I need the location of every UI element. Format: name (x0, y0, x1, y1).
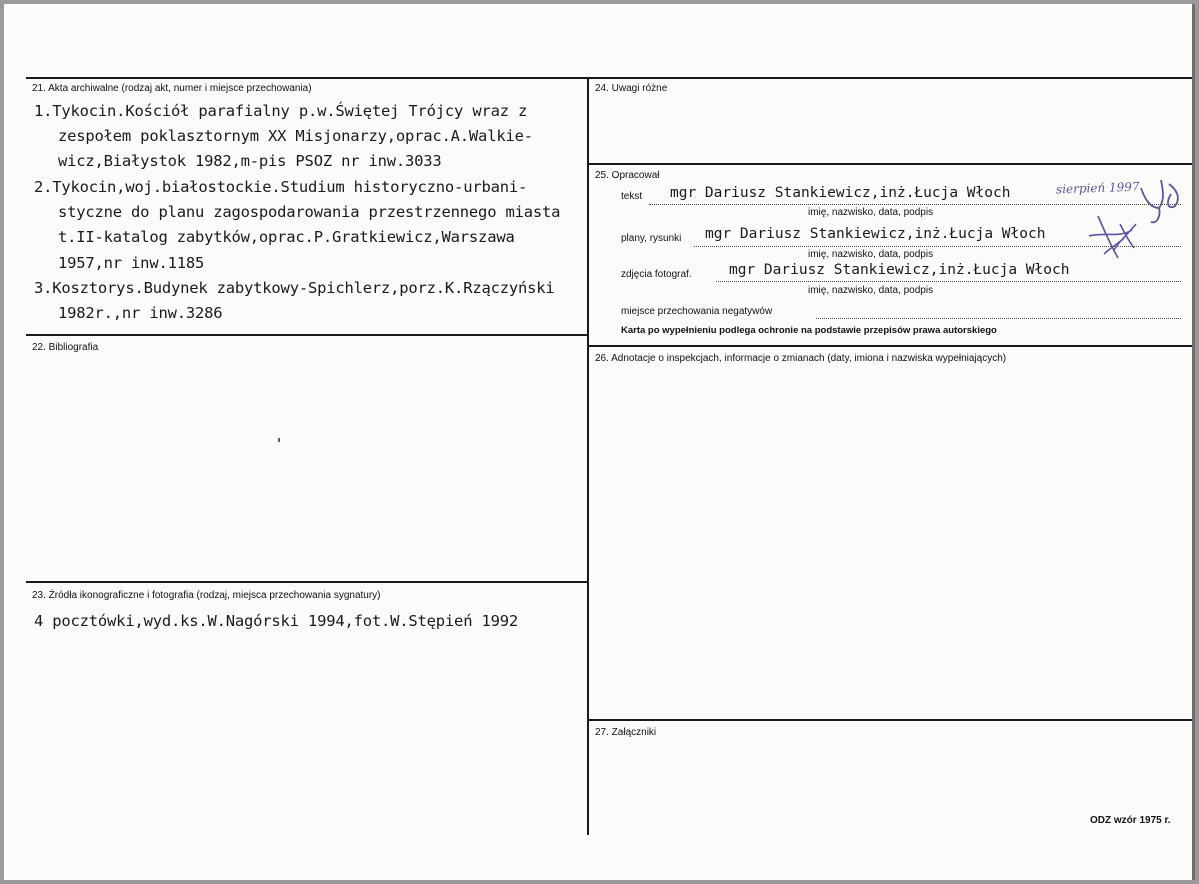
stray-mark (278, 438, 280, 442)
section-21-label: 21. Akta archiwalne (rodzaj akt, numer i miejsce przechowania) (32, 83, 312, 94)
plany-label: plany, rysunki (621, 233, 682, 244)
tekst-line (649, 204, 1181, 205)
section-21-line-9: 1982r.,nr inw.3286 (58, 304, 223, 322)
miejsce-line (816, 318, 1181, 319)
section-23-label: 23. Źródła ikonograficzne i fotografia (rodzaj, miejsca przechowania sygnatury) (32, 590, 381, 601)
section-21-line-2: zespołem poklasztornym XX Misjonarzy,oprac.A.Walkie- (58, 127, 533, 145)
section-21-line-5: styczne do planu zagospodarowania przestrzennego miasta (58, 203, 561, 221)
divider-21-22 (26, 334, 589, 336)
top-border (26, 77, 1192, 79)
record-card (4, 4, 1195, 880)
caption-1: imię, nazwisko, data, podpis (808, 207, 934, 218)
divider-25-26 (589, 345, 1192, 347)
divider-26-27 (589, 719, 1192, 721)
section-25-label: 25. Opracował (595, 170, 660, 181)
section-21-line-8: 3.Kosztorys.Budynek zabytkowy-Spichlerz,porz.K.Rzączyński (34, 279, 555, 297)
section-21-line-7: 1957,nr inw.1185 (58, 254, 205, 272)
section-22-label: 22. Bibliografia (32, 342, 99, 353)
karta-note: Karta po wypełnieniu podlega ochronie na podstawie przepisów prawa autorskiego (621, 325, 997, 336)
handwritten-date: sierpień 1997 (1055, 179, 1140, 197)
section-21-line-6: t.II-katalog zabytków,oprac.P.Gratkiewicz,Warszawa (58, 228, 515, 246)
plany-value: mgr Dariusz Stankiewicz,inż.Łucja Włoch (705, 226, 1046, 242)
caption-2: imię, nazwisko, data, podpis (808, 249, 934, 260)
section-21-line-3: wicz,Białystok 1982,m-pis PSOZ nr inw.3033 (58, 152, 442, 170)
section-23-text: 4 pocztówki,wyd.ks.W.Nagórski 1994,fot.W.Stępień 1992 (34, 612, 518, 630)
divider-24-25 (589, 163, 1192, 165)
form-id: ODZ wzór 1975 r. (1090, 815, 1171, 826)
section-21-line-1: 1.Tykocin.Kościół parafialny p.w.Świętej Trójcy wraz z (34, 102, 528, 120)
center-divider (587, 77, 589, 835)
divider-22-23 (26, 581, 589, 583)
zdjecia-line (716, 281, 1181, 282)
tekst-value: mgr Dariusz Stankiewicz,inż.Łucja Włoch (670, 185, 1011, 201)
miejsce-label: miejsce przechowania negatywów (621, 306, 773, 317)
caption-3: imię, nazwisko, data, podpis (808, 285, 934, 296)
zdjecia-label: zdjęcia fotograf. (621, 269, 692, 280)
zdjecia-value: mgr Dariusz Stankiewicz,inż.Łucja Włoch (729, 262, 1070, 278)
section-21-line-4: 2.Tykocin,woj.białostockie.Studium historyczno-urbani- (34, 178, 528, 196)
signature-scribble (1084, 210, 1154, 270)
section-27-label: 27. Załączniki (595, 727, 657, 738)
section-26-label: 26. Adnotacje o inspekcjach, informacje o zmianach (daty, imiona i nazwiska wypełniających) (595, 353, 1007, 364)
tekst-label: tekst (621, 191, 643, 202)
section-24-label: 24. Uwagi różne (595, 83, 668, 94)
